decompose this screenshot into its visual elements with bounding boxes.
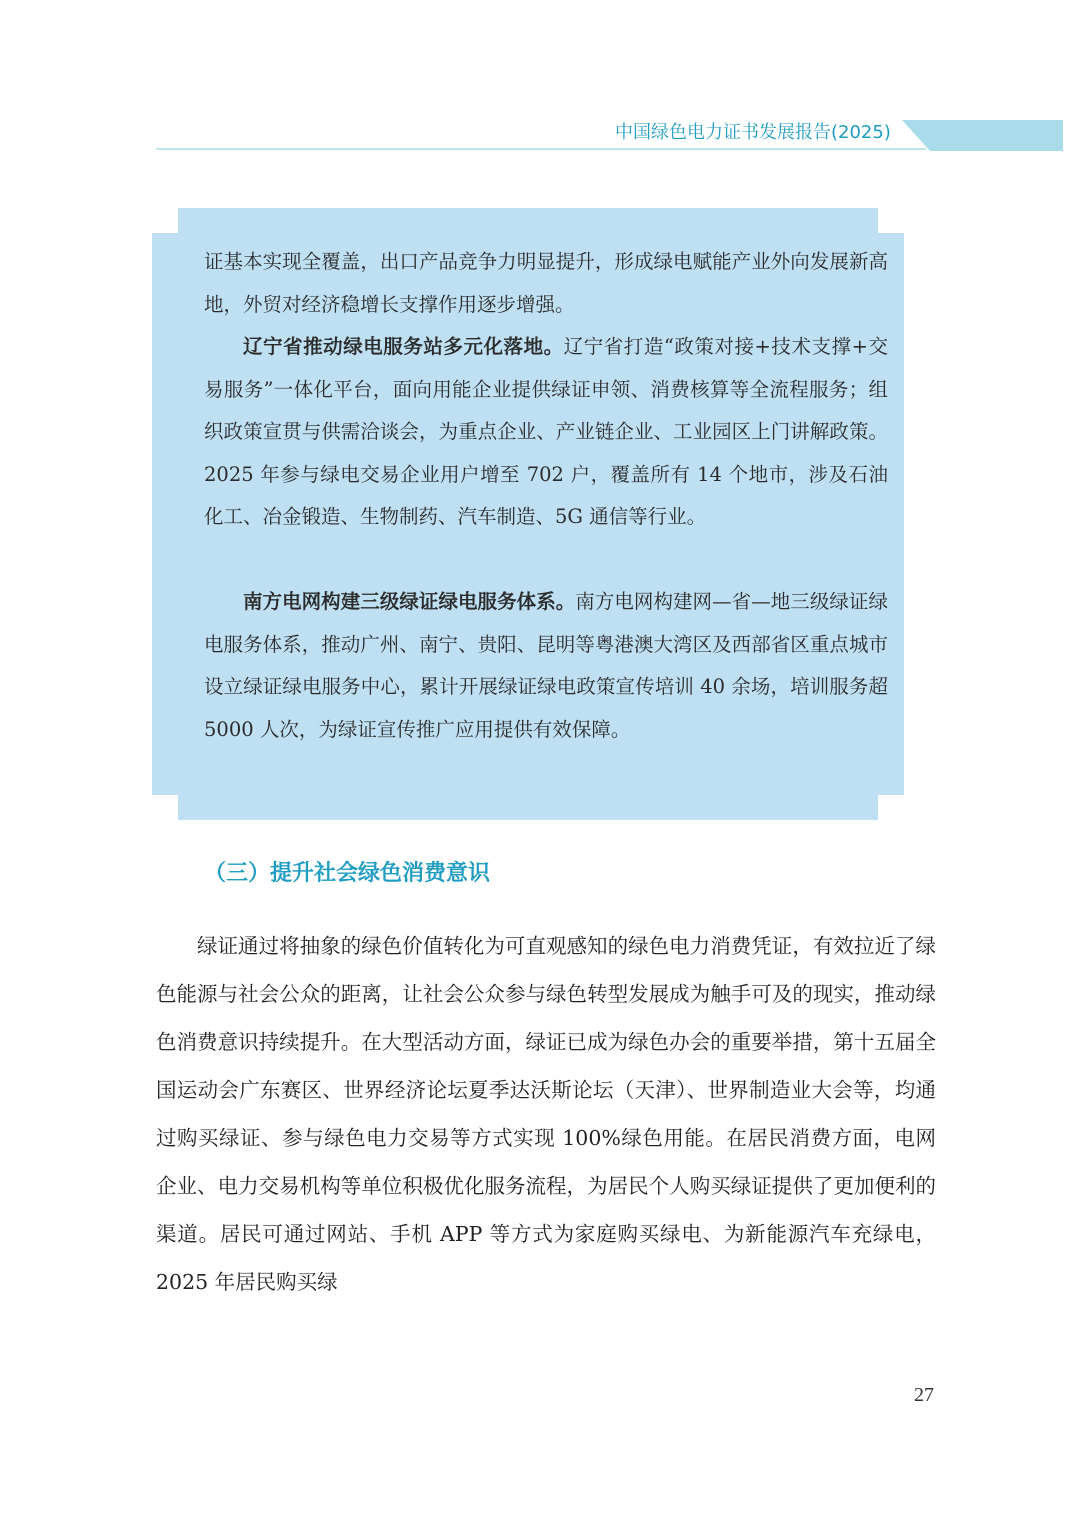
southern-grid-text: 南方电网构建网—省—地三级绿证绿电服务体系，推动广州、南宁、贵阳、昆明等粤港澳大湾区及西部省区重点城市设立绿证绿电服务中心，累计开展绿证绿电政策宣传培训 40 余场，培训服务超 5000 人次，为绿证宣传推广应用提供有效保障。 [204, 590, 888, 741]
page-number: 27 [914, 1384, 934, 1406]
header-rule [156, 148, 926, 150]
box-paragraph-liaoning [204, 326, 888, 539]
southern-grid-lead: 南方电网构建三级绿证绿电服务体系。 [243, 590, 576, 613]
section-heading: （三）提升社会绿色消费意识 [204, 861, 491, 886]
box-paragraph-southern-grid [204, 581, 888, 751]
liaoning-lead: 辽宁省推动绿电服务站多元化落地。 [243, 335, 564, 358]
report-title: 中国绿色电力证书发展报告(2025) [615, 122, 891, 143]
liaoning-text: 辽宁省打造“政策对接+技术支撑+交易服务”一体化平台，面向用能企业提供绿证申领、消费核算等全流程服务；组织政策宣贯与供需洽谈会，为重点企业、产业链企业、工业园区上门讲解政策。2025 年参与绿电交易企业用户增至 702 户，覆盖所有 14 个地市，涉及石油化工、冶金锻造、生物制药、汽车制造、5G 通信等行业。 [204, 335, 888, 528]
section-body-paragraph: 绿证通过将抽象的绿色价值转化为可直观感知的绿色电力消费凭证，有效拉近了绿色能源与社会公众的距离，让社会公众参与绿色转型发展成为触手可及的现实，推动绿色消费意识持续提升。在大型活动方面，绿证已成为绿色办会的重要举措，第十五届全国运动会广东赛区、世界经济论坛夏季达沃斯论坛（天津）、世界制造业大会等，均通过购买绿证、参与绿色电力交易等方式实现 100%绿色用能。在居民消费方面，电网企业、电力交易机构等单位积极优化服务流程，为居民个人购买绿证提供了更加便利的渠道。居民可通过网站、手机 APP 等方式为家庭购买绿电、为新能源汽车充绿电，2025 年居民购买绿 [156, 934, 936, 1294]
header-tab-decoration [902, 120, 1063, 151]
box-paragraph-continuation: 证基本实现全覆盖，出口产品竞争力明显提升，形成绿电赋能产业外向发展新高地，外贸对经济稳增长支撑作用逐步增强。 [204, 250, 888, 316]
